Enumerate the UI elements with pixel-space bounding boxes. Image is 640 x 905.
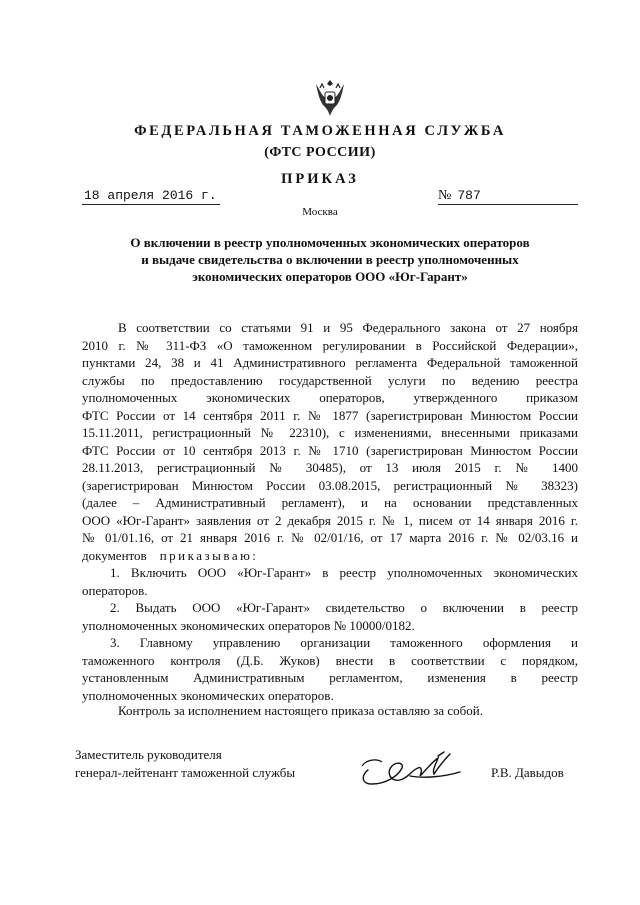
item-line: уполномоченных экономических операторов. — [82, 687, 334, 703]
body-line: ФТС России от 10 сентября 2013 г. № 1710 (зарегистрирован Минюстом России — [82, 442, 578, 458]
body-line: (зарегистрирован Минюстом России 03.08.2015, регистрационный № 38323) — [82, 477, 578, 493]
body-line: В соответствии со статьями 91 и 95 Федерального закона от 27 ноября — [118, 320, 578, 335]
body-line: ООО «Юг-Гарант» заявления от 2 декабря 2015 г. № 1, писем от 14 января 2016 г. — [82, 512, 578, 528]
order-date: 18 апреля 2016 г. — [82, 188, 220, 205]
order-body — [82, 319, 578, 704]
handwritten-signature — [350, 748, 480, 790]
item-line: таможенного контроля (Д.Б. Жуков) внести в соответствии с порядком, — [82, 652, 578, 668]
body-line: пунктами 24, 38 и 41 Административного регламента Федеральной таможенной — [82, 355, 578, 370]
item-line: уполномоченных экономических операторов № 10000/0182. — [82, 617, 415, 633]
title-line: и выдаче свидетельства о включении в реестр уполномоченных — [141, 252, 519, 267]
city: Москва — [302, 206, 338, 218]
title-line: экономических операторов ООО «Юг-Гарант» — [192, 269, 468, 284]
body-line: уполномоченных экономических операторов, утвержденного приказом — [82, 390, 578, 405]
body-line-last — [82, 547, 578, 565]
order-number-field — [438, 187, 578, 205]
order-title — [100, 234, 560, 285]
body-line: службы по предоставлению государственной услуги по ведению реестра — [82, 372, 578, 388]
number-label: № — [438, 188, 452, 203]
item-line: операторов. — [82, 582, 148, 598]
signatory-position — [75, 746, 295, 782]
control-clause: Контроль за исполнением настоящего приказа оставляю за собой. — [118, 703, 483, 718]
item-line: 2. Выдать ООО «Юг-Гарант» свидетельство о включении в реестр — [110, 600, 578, 615]
body-line: ФТС России от 14 сентября 2011 г. № 1877 (зарегистрирован Минюстом России — [82, 407, 578, 423]
org-short-name: (ФТС РОССИИ) — [264, 145, 376, 160]
body-line: № 01/01.16, от 21 января 2016 г. № 02/01/16, от 17 марта 2016 г. № 02/03.16 и — [82, 530, 578, 545]
position-line: Заместитель руководителя — [75, 747, 222, 762]
item-line: 1. Включить ООО «Юг-Гарант» в реестр уполномоченных экономических — [110, 565, 578, 580]
position-line: генерал-лейтенант таможенной службы — [75, 765, 296, 780]
org-name: ФЕДЕРАЛЬНАЯ ТАМОЖЕННАЯ СЛУЖБА — [134, 123, 506, 139]
body-line: (далее – Административный регламент), и на основании представленных — [82, 495, 578, 510]
body-line: 15.11.2011, регистрационный № 22310), с изменениями, внесенными приказами — [82, 425, 578, 440]
title-line: О включении в реестр уполномоченных экономических операторов — [130, 235, 530, 250]
document-type: ПРИКАЗ — [281, 171, 359, 187]
coat-of-arms-icon — [306, 74, 354, 122]
body-line: 28.11.2013, регистрационный № 30485), от 13 июля 2015 г. № 1400 — [82, 460, 578, 475]
order-command: приказываю: — [159, 547, 259, 563]
body-text: документов — [82, 547, 147, 563]
signatory-name: Р.В. Давыдов — [491, 765, 564, 780]
body-line: 2010 г. № 311-ФЗ «О таможенном регулировании в Российской Федерации», — [82, 337, 578, 353]
order-number: 787 — [457, 188, 481, 203]
item-line: установленным Административным регламентом, изменения в реестр — [82, 670, 578, 685]
item-line: 3. Главному управлению организации таможенного оформления и — [110, 635, 578, 650]
